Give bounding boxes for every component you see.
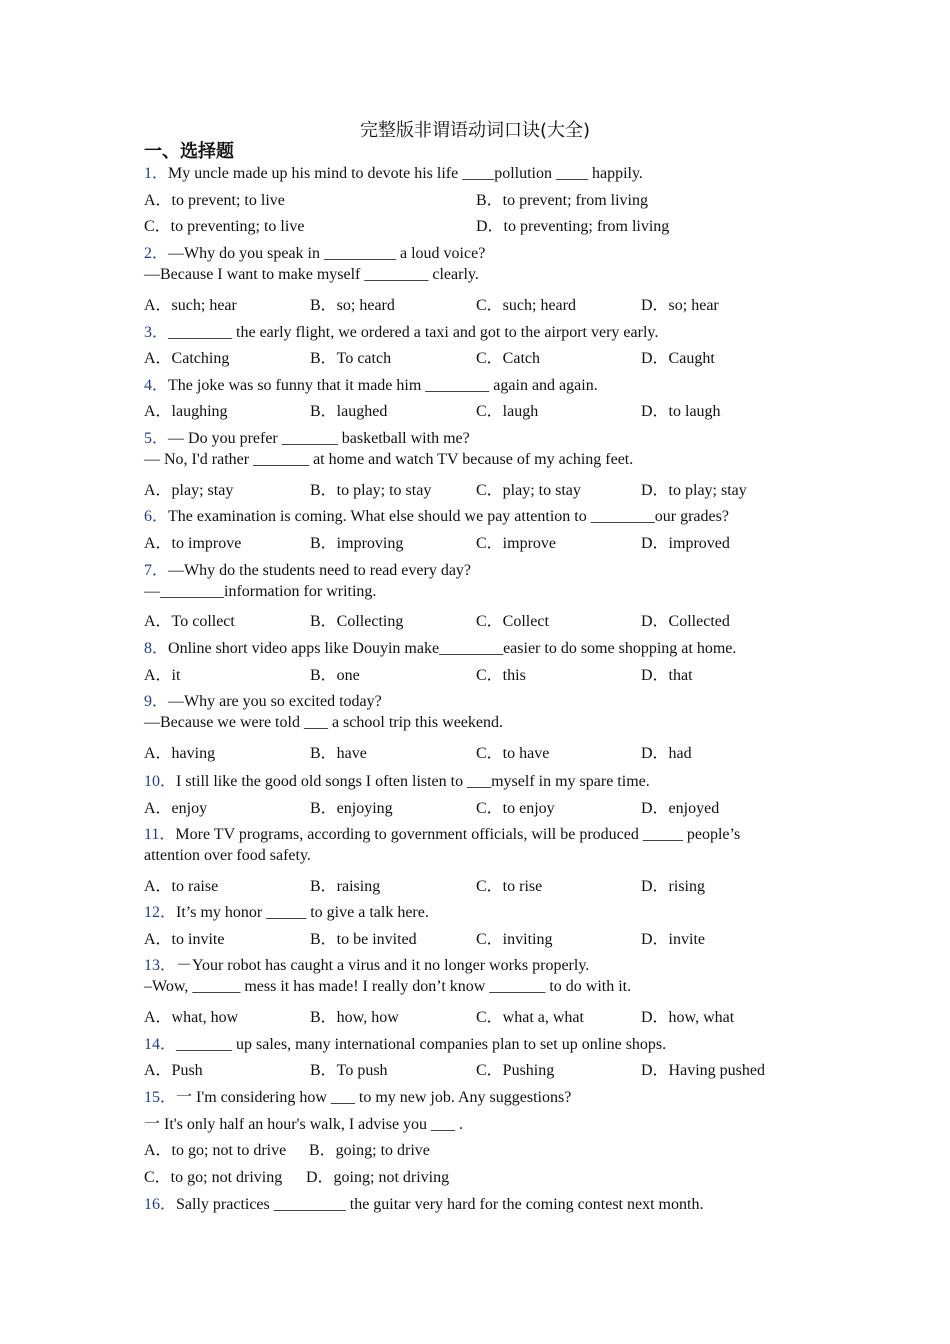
question-12 bbox=[144, 899, 429, 922]
question-text: _______ up sales, many international companies plan to set up online shops. bbox=[176, 1036, 667, 1053]
option-d: D．rising bbox=[641, 878, 706, 895]
option-a: A．to invite bbox=[144, 931, 225, 948]
question-13 bbox=[144, 952, 589, 975]
option-c: C．to go; not driving bbox=[144, 1169, 283, 1186]
option-d: D．to laugh bbox=[641, 403, 721, 420]
question-7 bbox=[144, 557, 471, 580]
option-d: D．Collected bbox=[641, 613, 730, 630]
question-number: 9． bbox=[144, 693, 169, 710]
question-number: 15． bbox=[144, 1089, 177, 1106]
question-text: The joke was so funny that it made him ________ again and again. bbox=[168, 377, 598, 394]
question-number: 12． bbox=[144, 904, 177, 921]
option-d: D．that bbox=[641, 667, 693, 684]
question-text-line: attention over food safety. bbox=[144, 847, 311, 864]
option-c: C．to preventing; to live bbox=[144, 218, 305, 235]
option-b: B．To push bbox=[310, 1062, 388, 1079]
option-c: C．to have bbox=[476, 745, 550, 762]
option-d: D．enjoyed bbox=[641, 800, 720, 817]
question-text: More TV programs, according to government officials, will be produced _____ people’s bbox=[175, 826, 741, 843]
section-heading: 一、选择题 bbox=[144, 141, 234, 162]
option-d: D．going; not driving bbox=[306, 1169, 450, 1186]
question-text-line: –Wow, ______ mess it has made! I really don’t know _______ to do with it. bbox=[144, 978, 632, 995]
option-c: C．inviting bbox=[476, 931, 553, 948]
question-3 bbox=[144, 319, 658, 342]
question-text-line: —Because we were told ___ a school trip this weekend. bbox=[144, 714, 504, 731]
question-5 bbox=[144, 425, 470, 448]
option-b: B．laughed bbox=[310, 403, 388, 420]
option-d: D．so; hear bbox=[641, 297, 719, 314]
question-text: —Why do the students need to read every day? bbox=[168, 562, 472, 579]
question-text: —Why are you so excited today? bbox=[168, 693, 382, 710]
question-number: 11． bbox=[144, 826, 176, 843]
question-text: Online short video apps like Douyin make________easier to do some shopping at home. bbox=[168, 640, 737, 657]
option-a: A．laughing bbox=[144, 403, 228, 420]
question-text: — Do you prefer _______ basketball with me? bbox=[168, 430, 470, 447]
option-d: D．invite bbox=[641, 931, 705, 948]
question-text: ________ the early flight, we ordered a taxi and got to the airport very early. bbox=[168, 324, 659, 341]
question-number: 1． bbox=[144, 165, 169, 182]
option-c: C．to enjoy bbox=[476, 800, 555, 817]
question-number: 4． bbox=[144, 377, 169, 394]
option-a: A．enjoy bbox=[144, 800, 208, 817]
document-title: 完整版非谓语动词口诀(大全) bbox=[359, 120, 591, 141]
option-d: D．improved bbox=[641, 535, 730, 552]
question-8 bbox=[144, 635, 736, 658]
option-b: B．going; to drive bbox=[309, 1142, 430, 1159]
option-a: A．such; hear bbox=[144, 297, 237, 314]
option-c: C．laugh bbox=[476, 403, 539, 420]
question-16 bbox=[144, 1191, 703, 1214]
option-c: C．to rise bbox=[476, 878, 543, 895]
option-a: A．play; stay bbox=[144, 482, 234, 499]
question-number: 5． bbox=[144, 430, 169, 447]
question-10 bbox=[144, 768, 650, 791]
option-a: A．having bbox=[144, 745, 216, 762]
question-text-line: —________information for writing. bbox=[144, 583, 377, 600]
option-b: B．have bbox=[310, 745, 367, 762]
question-number: 8． bbox=[144, 640, 169, 657]
question-number: 6． bbox=[144, 508, 169, 525]
option-b: B．Collecting bbox=[310, 613, 404, 630]
question-text: The examination is coming. What else should we pay attention to ________our grades? bbox=[168, 508, 729, 525]
question-2 bbox=[144, 240, 485, 263]
option-a: A．Push bbox=[144, 1062, 203, 1079]
option-b: B．one bbox=[310, 667, 360, 684]
question-text: －Your robot has caught a virus and it no longer works properly. bbox=[176, 957, 590, 974]
option-b: B．to prevent; from living bbox=[476, 192, 648, 209]
question-6 bbox=[144, 503, 729, 526]
option-a: A．Catching bbox=[144, 350, 230, 367]
option-c: C．Catch bbox=[476, 350, 540, 367]
option-b: B．how, how bbox=[310, 1009, 399, 1026]
question-15 bbox=[144, 1084, 571, 1107]
question-11 bbox=[144, 821, 740, 844]
option-b: B．to be invited bbox=[310, 931, 417, 948]
question-text: My uncle made up his mind to devote his life ____pollution ____ happily. bbox=[168, 165, 643, 182]
option-a: A．what, how bbox=[144, 1009, 239, 1026]
option-a: A．it bbox=[144, 667, 181, 684]
option-a: A．to raise bbox=[144, 878, 219, 895]
option-b: B．To catch bbox=[310, 350, 392, 367]
option-b: B．so; heard bbox=[310, 297, 395, 314]
option-b: B．enjoying bbox=[310, 800, 393, 817]
option-b: B．improving bbox=[310, 535, 404, 552]
question-4 bbox=[144, 372, 598, 395]
question-number: 3． bbox=[144, 324, 169, 341]
question-text: 一 I'm considering how ___ to my new job. Any suggestions? bbox=[176, 1089, 572, 1106]
option-a: A．to prevent; to live bbox=[144, 192, 285, 209]
option-a: A．to go; not to drive bbox=[144, 1142, 287, 1159]
option-c: C．Collect bbox=[476, 613, 549, 630]
option-a: A．to improve bbox=[144, 535, 242, 552]
question-text: It’s my honor _____ to give a talk here. bbox=[176, 904, 429, 921]
option-d: D．how, what bbox=[641, 1009, 735, 1026]
question-9 bbox=[144, 688, 382, 711]
option-a: A．To collect bbox=[144, 613, 235, 630]
question-number: 14． bbox=[144, 1036, 177, 1053]
question-number: 13． bbox=[144, 957, 177, 974]
option-d: D．to play; stay bbox=[641, 482, 747, 499]
option-b: B．raising bbox=[310, 878, 381, 895]
option-c: C．such; heard bbox=[476, 297, 576, 314]
question-14 bbox=[144, 1031, 666, 1054]
option-c: C．this bbox=[476, 667, 526, 684]
option-d: D．to preventing; from living bbox=[476, 218, 670, 235]
question-text-line: —Because I want to make myself ________ clearly. bbox=[144, 266, 479, 283]
question-number: 16． bbox=[144, 1196, 177, 1213]
option-b: B．to play; to stay bbox=[310, 482, 432, 499]
question-text-line: 一 It's only half an hour's walk, I advise you ___ . bbox=[144, 1116, 464, 1133]
option-c: C．Pushing bbox=[476, 1062, 555, 1079]
option-d: D．Having pushed bbox=[641, 1062, 765, 1079]
question-text: I still like the good old songs I often listen to ___myself in my spare time. bbox=[176, 773, 650, 790]
question-text: —Why do you speak in _________ a loud voice? bbox=[168, 245, 486, 262]
question-1 bbox=[144, 160, 643, 183]
question-text-line: — No, I'd rather _______ at home and watch TV because of my aching feet. bbox=[144, 451, 634, 468]
option-c: C．what a, what bbox=[476, 1009, 584, 1026]
question-number: 10． bbox=[144, 773, 177, 790]
option-d: D．had bbox=[641, 745, 692, 762]
option-d: D．Caught bbox=[641, 350, 715, 367]
question-text: Sally practices _________ the guitar very hard for the coming contest next month. bbox=[176, 1196, 704, 1213]
question-number: 7． bbox=[144, 562, 169, 579]
option-c: C．play; to stay bbox=[476, 482, 581, 499]
question-number: 2． bbox=[144, 245, 169, 262]
option-c: C．improve bbox=[476, 535, 556, 552]
